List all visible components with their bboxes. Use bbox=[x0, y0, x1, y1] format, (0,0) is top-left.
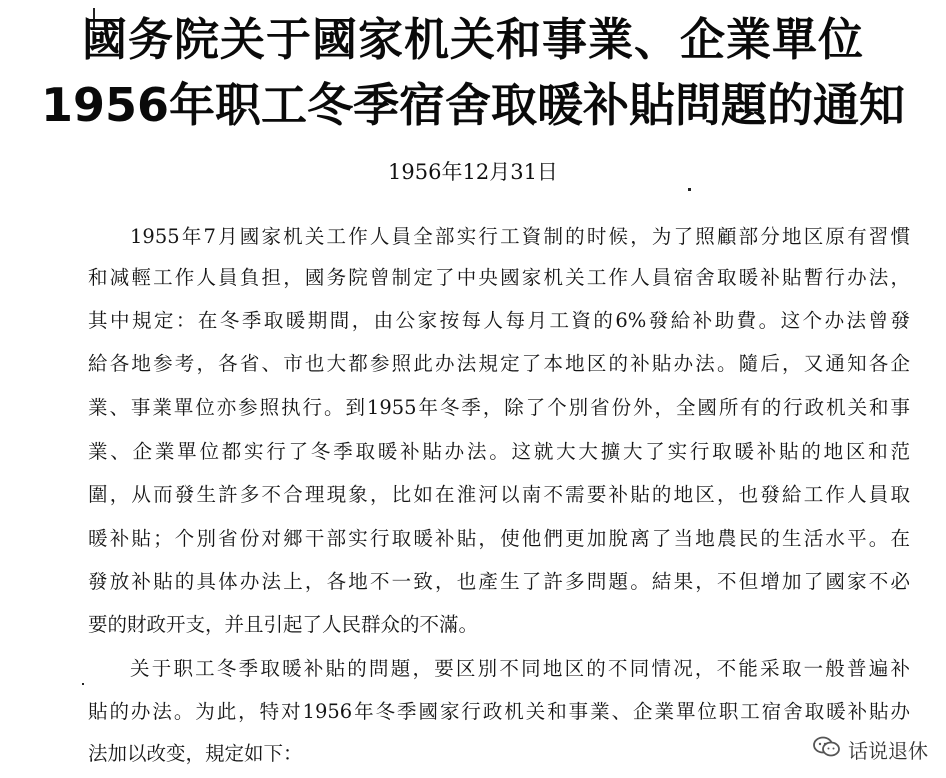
paragraph-line: 業、企業單位都实行了冬季取暖补貼办法。这就大大擴大了实行取暖补貼的地区和范 bbox=[88, 440, 910, 463]
paragraph-line: 業、事業單位亦参照执行。到1955年冬季，除了个別省份外，全國所有的行政机关和事 bbox=[88, 396, 910, 419]
paragraph-line: 1955年7月國家机关工作人員全部实行工資制的时候，为了照顧部分地区原有習慣 bbox=[130, 225, 910, 248]
paragraph-line: 暖补貼；个別省份对郷干部实行取暖补貼，使他們更加脫离了当地農民的生活水平。在 bbox=[88, 527, 910, 550]
paragraph-line: 發放补貼的具体办法上，各地不一致，也產生了許多問題。結果，不但增加了國家不必 bbox=[88, 570, 910, 593]
wechat-icon bbox=[812, 735, 842, 764]
paragraph-line: 关于职工冬季取暖补貼的問題，要区別不同地区的不同情况，不能采取一般普遍补 bbox=[130, 657, 910, 680]
document-date: 1956年12月31日 bbox=[388, 160, 558, 184]
scan-mark bbox=[688, 188, 691, 191]
document-title-line-2: 1956年职工冬季宿舍取暖补貼問題的通知 bbox=[40, 78, 906, 132]
document-title-line-1: 國务院关于國家机关和事業、企業單位 bbox=[81, 13, 864, 66]
watermark bbox=[812, 735, 928, 764]
paragraph-line: 圍，从而發生許多不合理現象，比如在淮河以南不需要补貼的地区，也發給工作人員取 bbox=[88, 483, 910, 506]
paragraph-line: 貼的办法。为此，特对1956年冬季國家行政机关和事業、企業單位职工宿舍取暖补貼办 bbox=[88, 700, 910, 723]
paragraph-line: 給各地参考，各省、市也大都参照此办法規定了本地区的补貼办法。隨后，又通知各企 bbox=[88, 352, 910, 375]
paragraph-line: 要的財政开支，并且引起了人民群众的不滿。 bbox=[88, 613, 479, 636]
paragraph-line: 和减輕工作人員負担，國务院曾制定了中央國家机关工作人員宿舍取暖补貼暫行办法， bbox=[88, 266, 910, 289]
paragraph-line: 其中規定：在冬季取暖期間，由公家按每人每月工資的6%發給补助費。这个办法曾發 bbox=[88, 309, 910, 332]
watermark-text: 话说退休 bbox=[848, 739, 928, 763]
paragraph-line: 法加以改变，規定如下： bbox=[88, 742, 303, 765]
scan-mark bbox=[82, 683, 84, 685]
